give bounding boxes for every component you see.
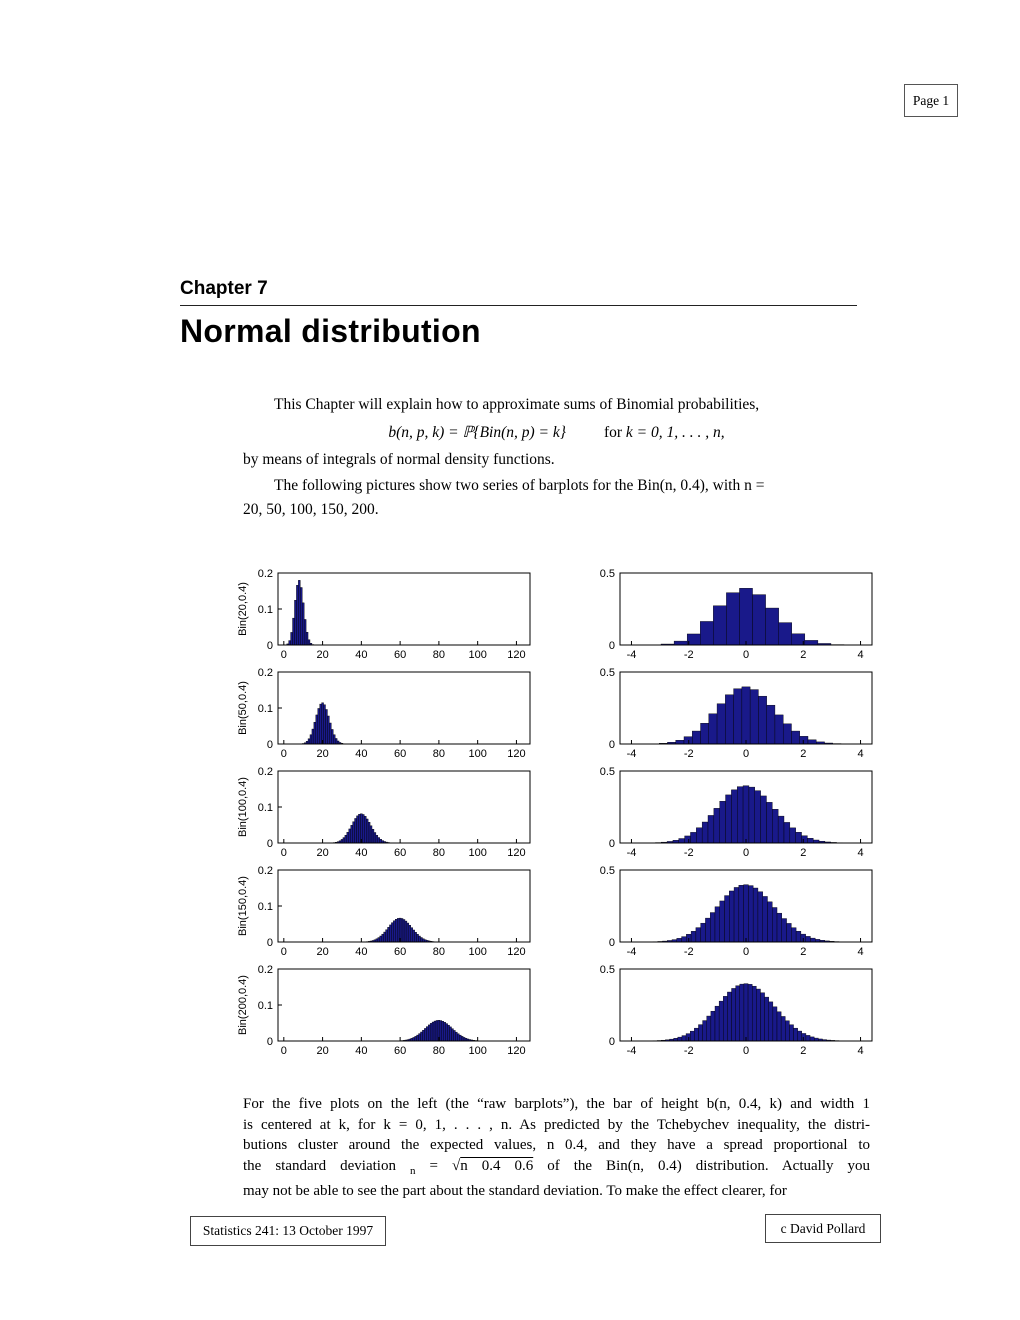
svg-text:120: 120 [507, 946, 526, 958]
svg-text:60: 60 [393, 847, 407, 859]
intro-line-2: by means of integrals of normal density functions. [243, 451, 555, 468]
svg-text:80: 80 [432, 1045, 446, 1057]
svg-text:60: 60 [393, 946, 407, 958]
svg-text:0.5: 0.5 [599, 865, 615, 877]
formula-for: for [603, 424, 626, 441]
svg-text:0.2: 0.2 [257, 865, 273, 877]
svg-text:2: 2 [800, 847, 807, 859]
intro-paragraphs [243, 392, 870, 520]
svg-text:80: 80 [432, 946, 446, 958]
outro-line4-post: of the Bin(n, 0.4) distribution. Actually you [533, 1157, 870, 1174]
svg-text:100: 100 [468, 748, 487, 760]
svg-text:100: 100 [468, 946, 487, 958]
svg-text:0.1: 0.1 [257, 1000, 273, 1012]
barplot-bin100-standardized [590, 765, 878, 861]
svg-text:120: 120 [507, 748, 526, 760]
svg-text:0: 0 [280, 649, 287, 661]
barplot-bin150-raw [234, 864, 536, 960]
page-title: Normal distribution [180, 313, 481, 349]
footer-copyright-text: c David Pollard [780, 1220, 866, 1236]
svg-text:40: 40 [355, 649, 368, 661]
svg-text:0: 0 [280, 946, 287, 958]
intro-line-3: The following pictures show two series of barplots for the Bin(n, 0.4), with n = [274, 477, 765, 494]
footer-course-box [190, 1216, 386, 1246]
svg-text:0: 0 [266, 1036, 273, 1048]
outro-paragraph [243, 1094, 870, 1202]
intro-line-4: 20, 50, 100, 150, 200. [243, 501, 379, 518]
svg-text:0.5: 0.5 [599, 568, 615, 580]
svg-text:0: 0 [742, 1045, 750, 1057]
barplot-bin50-standardized [590, 666, 878, 762]
formula-line [243, 420, 870, 446]
svg-text:80: 80 [432, 649, 446, 661]
chart-row-n20 [234, 567, 878, 663]
svg-text:0: 0 [742, 946, 750, 958]
svg-text:80: 80 [432, 847, 446, 859]
svg-text:0.2: 0.2 [257, 964, 273, 976]
outro-line-1: For the five plots on the left (the “raw barplots”), the bar of height b(n, 0.4, k) and width 1 [243, 1096, 870, 1112]
chapter-label: Chapter 7 [180, 278, 268, 299]
barplot-bin200-raw [234, 963, 536, 1059]
formula-math: b(n, p, k) = ℙ{Bin(n, p) = k} [388, 424, 566, 441]
svg-text:120: 120 [507, 649, 526, 661]
svg-text:120: 120 [507, 1045, 526, 1057]
charts-grid [234, 567, 878, 1059]
svg-text:60: 60 [393, 649, 407, 661]
svg-text:0.2: 0.2 [257, 667, 273, 679]
footer-copyright-box [765, 1214, 881, 1243]
svg-text:-4: -4 [626, 946, 637, 958]
svg-text:0: 0 [608, 838, 615, 850]
outro-line-2: is centered at k, for k = 0, 1, . . . , n. As predicted by the Tchebychev inequality, the distri- [243, 1116, 870, 1133]
page-number: Page 1 [912, 92, 950, 108]
svg-text:0: 0 [266, 739, 273, 751]
svg-text:4: 4 [857, 1045, 864, 1057]
footer-course-text: Statistics 241: 13 October 1997 [202, 1223, 374, 1238]
svg-text:Bin(50,0.4): Bin(50,0.4) [237, 681, 249, 735]
svg-text:-2: -2 [683, 649, 694, 661]
svg-text:0: 0 [266, 937, 273, 949]
outro-line-3: butions cluster around the expected values, n 0.4, and they have a spread proportional to [243, 1137, 870, 1153]
svg-text:0.2: 0.2 [257, 568, 273, 580]
svg-text:60: 60 [393, 1045, 407, 1057]
svg-text:-2: -2 [683, 946, 694, 958]
barplot-bin150-standardized [590, 864, 878, 960]
header-rule [180, 305, 857, 306]
intro-line-1: This Chapter will explain how to approximate sums of Binomial probabilities, [274, 396, 760, 413]
chapter-header [180, 278, 857, 350]
barplot-bin20-standardized [590, 567, 878, 663]
sqrt-sign: √ [451, 1157, 461, 1174]
svg-text:Bin(20,0.4): Bin(20,0.4) [237, 582, 249, 636]
svg-text:2: 2 [800, 946, 807, 958]
svg-text:0.1: 0.1 [257, 703, 273, 715]
page-number-box [904, 84, 958, 117]
svg-text:4: 4 [857, 748, 864, 760]
svg-text:-2: -2 [683, 748, 694, 760]
svg-text:2: 2 [800, 1045, 807, 1057]
svg-text:20: 20 [316, 649, 329, 661]
svg-text:-2: -2 [683, 847, 694, 859]
svg-text:0.5: 0.5 [599, 766, 615, 778]
outro-line-4 [243, 1156, 870, 1182]
svg-text:0: 0 [608, 640, 615, 652]
svg-text:0: 0 [266, 838, 273, 850]
outro-line4-eq: = [415, 1157, 452, 1174]
svg-text:-4: -4 [626, 748, 637, 760]
barplot-bin100-raw [234, 765, 536, 861]
svg-text:-4: -4 [626, 1045, 637, 1057]
barplot-bin200-standardized [590, 963, 878, 1059]
sigma-subscript: n [409, 1164, 416, 1177]
svg-text:0: 0 [742, 847, 750, 859]
barplot-bin50-raw [234, 666, 536, 762]
svg-text:60: 60 [393, 748, 407, 760]
chart-row-n200 [234, 963, 878, 1059]
svg-text:0: 0 [608, 739, 615, 751]
svg-text:0: 0 [742, 748, 750, 760]
svg-text:0: 0 [608, 1036, 615, 1048]
svg-text:-4: -4 [626, 847, 637, 859]
svg-text:20: 20 [316, 946, 329, 958]
svg-text:-4: -4 [626, 649, 637, 661]
svg-text:120: 120 [507, 847, 526, 859]
svg-text:Bin(150,0.4): Bin(150,0.4) [237, 876, 249, 936]
outro-line4-pre: the standard deviation [243, 1157, 410, 1174]
svg-text:0: 0 [742, 649, 750, 661]
svg-text:2: 2 [800, 649, 807, 661]
svg-text:2: 2 [800, 748, 807, 760]
svg-text:4: 4 [857, 847, 864, 859]
svg-text:-2: -2 [683, 1045, 694, 1057]
svg-text:0.1: 0.1 [257, 604, 273, 616]
svg-text:20: 20 [316, 748, 329, 760]
svg-text:0: 0 [608, 937, 615, 949]
svg-text:0: 0 [280, 1045, 287, 1057]
svg-text:80: 80 [432, 748, 446, 760]
svg-text:Bin(100,0.4): Bin(100,0.4) [237, 777, 249, 837]
svg-text:0.1: 0.1 [257, 901, 273, 913]
svg-text:0.5: 0.5 [599, 964, 615, 976]
svg-text:0.5: 0.5 [599, 667, 615, 679]
svg-text:40: 40 [355, 1045, 368, 1057]
chart-row-n100 [234, 765, 878, 861]
svg-text:0.2: 0.2 [257, 766, 273, 778]
svg-text:4: 4 [857, 649, 864, 661]
sqrt-radicand: n 0.4 0.6 [460, 1157, 534, 1174]
chart-row-n50 [234, 666, 878, 762]
svg-text:40: 40 [355, 847, 368, 859]
svg-text:40: 40 [355, 946, 368, 958]
svg-text:100: 100 [468, 847, 487, 859]
formula-range: k = 0, 1, . . . , n, [625, 424, 725, 441]
barplot-bin20-raw [234, 567, 536, 663]
svg-text:Bin(200,0.4): Bin(200,0.4) [237, 975, 249, 1035]
svg-text:0: 0 [266, 640, 273, 652]
svg-text:4: 4 [857, 946, 864, 958]
outro-line-5: may not be able to see the part about the standard deviation. To make the effect clearer, for [243, 1183, 787, 1199]
svg-text:0.1: 0.1 [257, 802, 273, 814]
svg-text:40: 40 [355, 748, 368, 760]
svg-text:20: 20 [316, 847, 329, 859]
svg-text:0: 0 [280, 847, 287, 859]
svg-text:100: 100 [468, 1045, 487, 1057]
svg-text:0: 0 [280, 748, 287, 760]
chart-row-n150 [234, 864, 878, 960]
svg-text:100: 100 [468, 649, 487, 661]
svg-text:20: 20 [316, 1045, 329, 1057]
